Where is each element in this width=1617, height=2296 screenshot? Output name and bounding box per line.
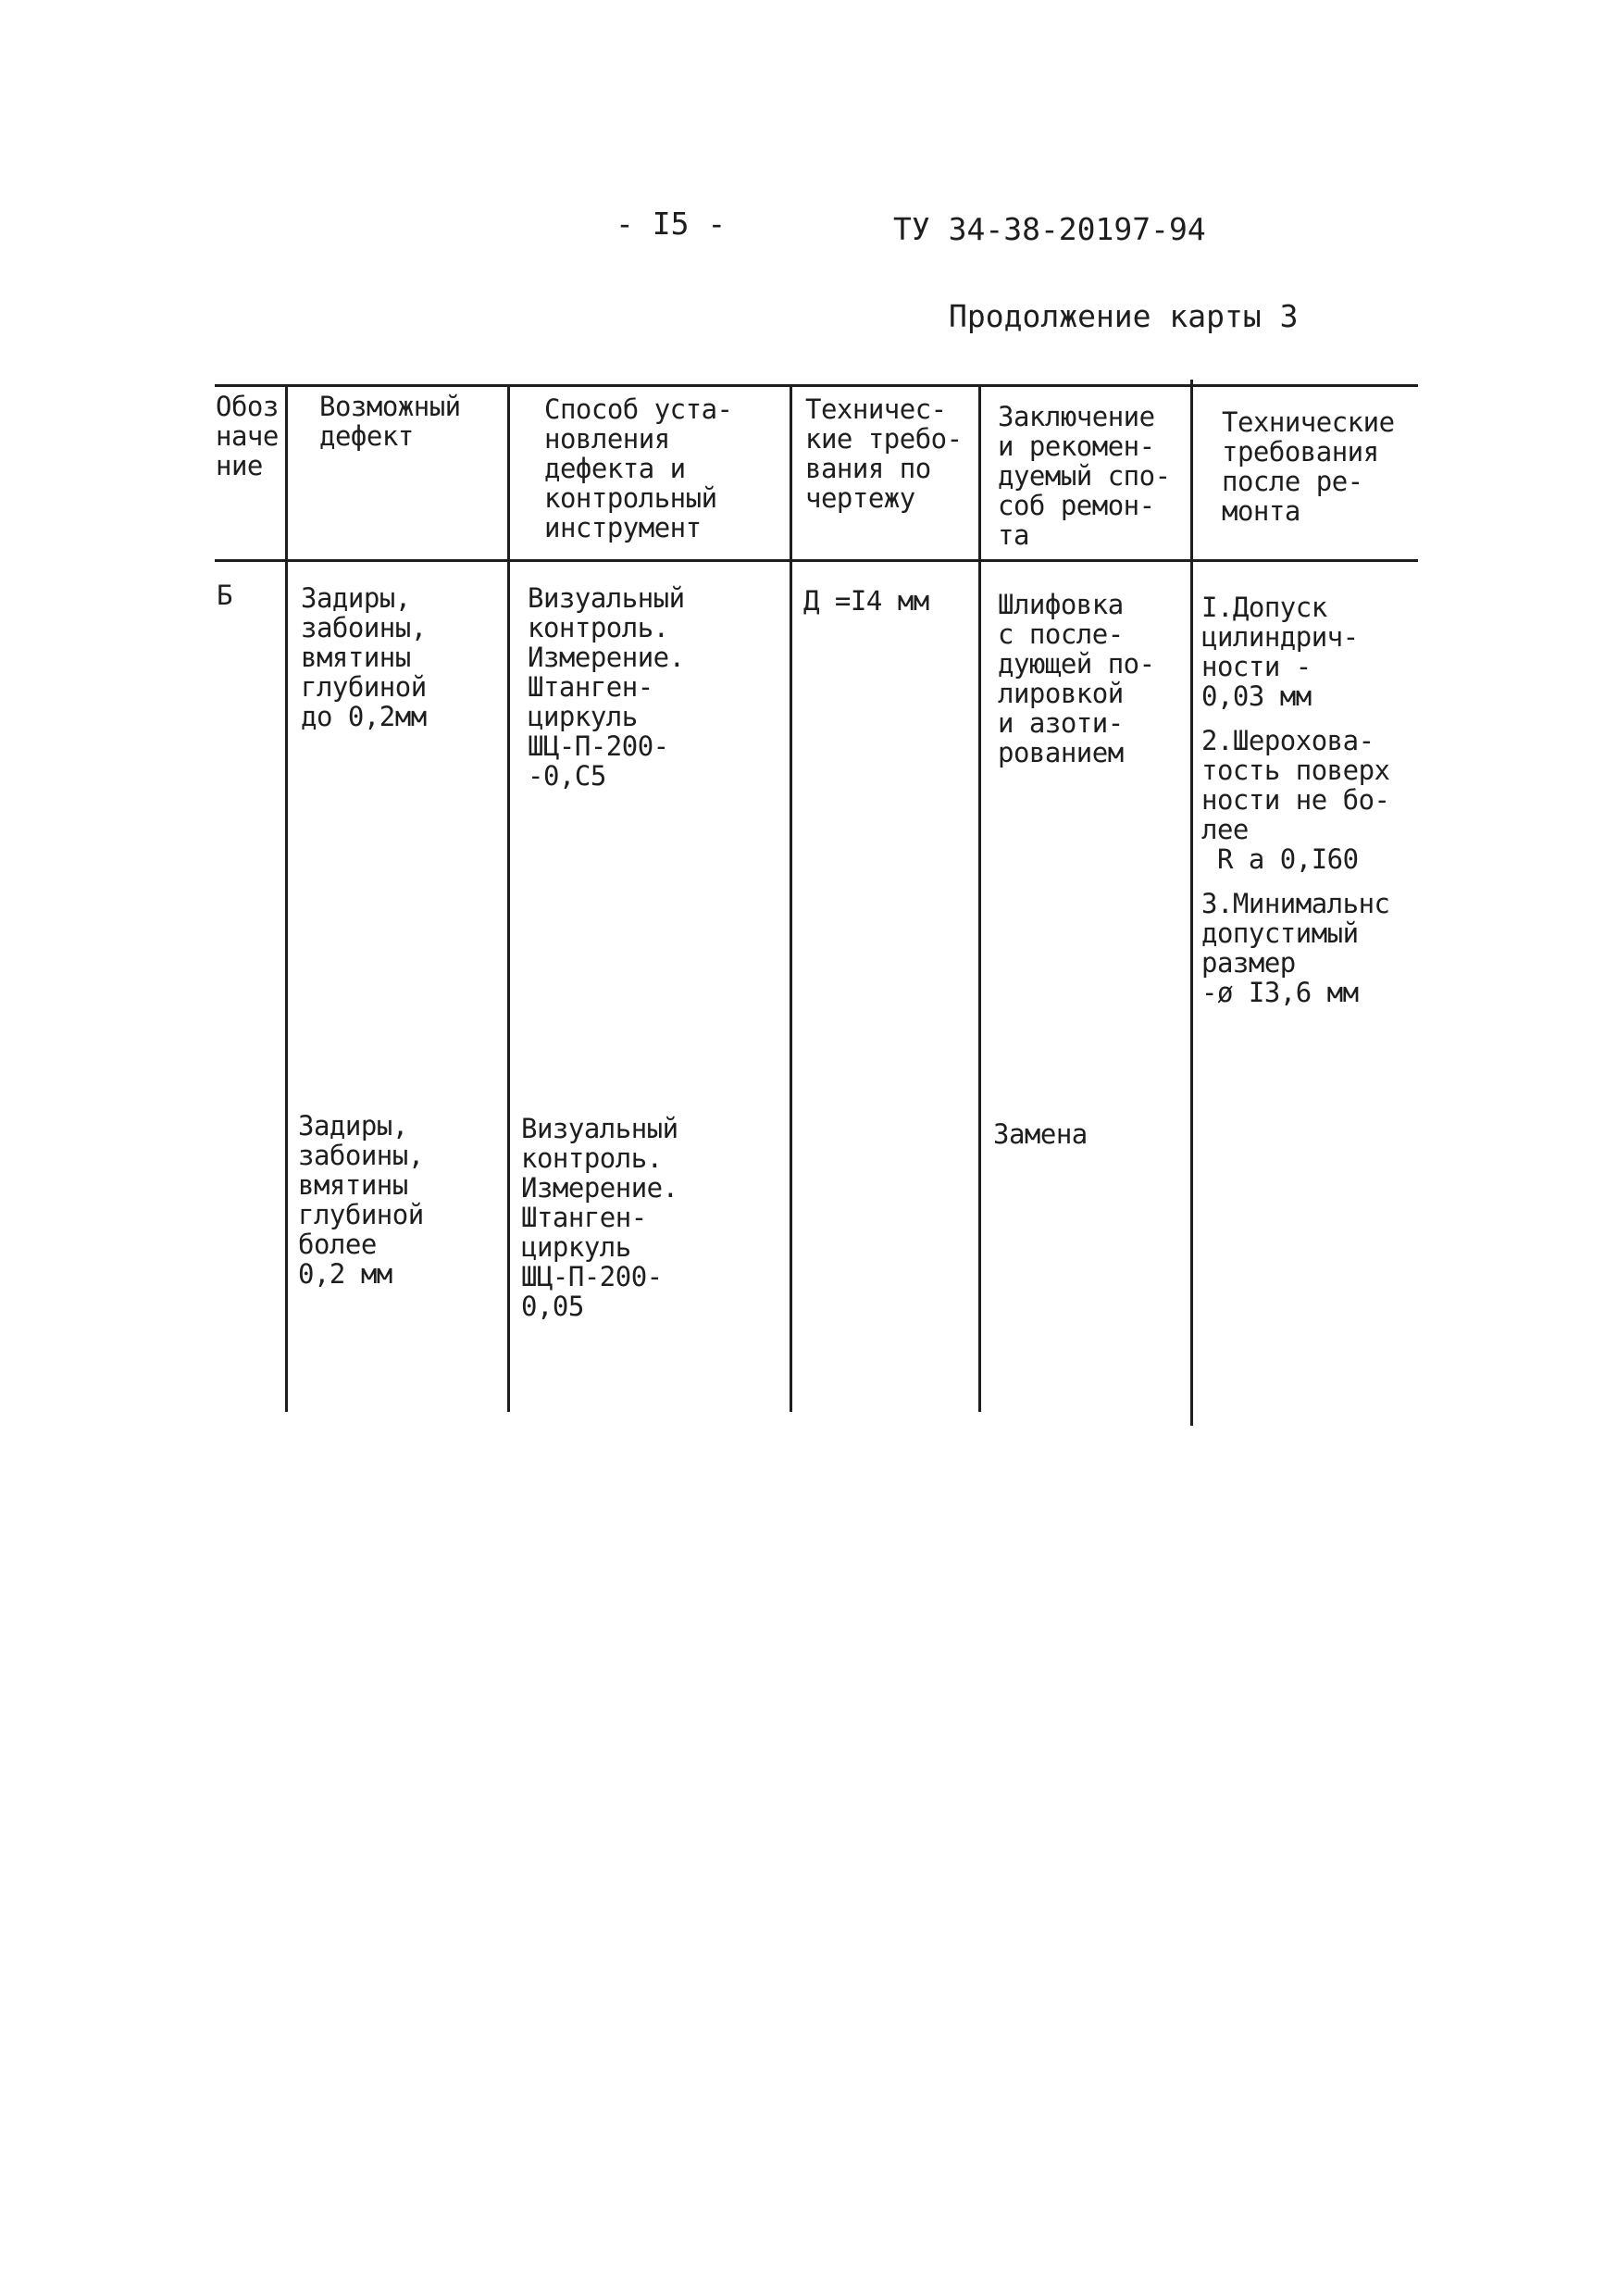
- table-top-rule: [215, 384, 1418, 387]
- header-defect: Возможный дефект: [319, 391, 461, 452]
- column-divider-2: [507, 384, 510, 1412]
- row2-conclusion: Замена: [993, 1118, 1088, 1150]
- row1-method: Визуальный контроль. Измерение. Штанген- циркуль ШЦ-П-200- -0,С5: [528, 582, 685, 792]
- document-code: ТУ 34-38-20197-94: [893, 211, 1206, 247]
- header-designation: Обоз наче ние: [216, 391, 279, 481]
- after-repair-item: I.Допуск цилиндрич- ности - 0,03 мм: [1201, 592, 1359, 712]
- row1-after-repair-list: [1201, 593, 1390, 1022]
- continuation-caption: Продолжение карты 3: [949, 298, 1299, 334]
- row1-conclusion: Шлифовка с после- дующей по- лировкой и азоти- рованием: [998, 589, 1155, 768]
- row1-defect: Задиры, забоины, вмятины глубиной до 0,2мм: [301, 582, 427, 732]
- row1-designation: Б: [217, 580, 232, 611]
- column-divider-3: [790, 384, 792, 1412]
- header-drawing-requirements: Техничес- кие требо- вания по чертежу: [805, 393, 963, 514]
- column-divider-5: [1190, 380, 1193, 1426]
- header-bottom-rule: [215, 559, 1418, 562]
- column-divider-1: [285, 384, 288, 1412]
- header-conclusion: Заключение и рекомен- дуемый спо- соб ремон- та: [998, 401, 1171, 551]
- header-after-repair: Технические требования после ре- монта: [1222, 406, 1395, 527]
- page-number: - I5 -: [616, 206, 727, 242]
- row1-drawing-requirement: Д =I4 мм: [803, 585, 929, 617]
- after-repair-item: 2.Шерохова- тость поверх ности не бо- лее R а 0,I60: [1201, 725, 1390, 875]
- header-method: Способ уста- новления дефекта и контрольный инструмент: [544, 393, 733, 543]
- column-divider-4: [978, 384, 981, 1412]
- after-repair-item: 3.Минимальнс допустимый размер -ø I3,6 мм: [1201, 888, 1390, 1008]
- row2-method: Визуальный контроль. Измерение. Штанген- циркуль ШЦ-П-200- 0,05: [521, 1113, 678, 1322]
- row2-defect: Задиры, забоины, вмятины глубиной более 0,2 мм: [298, 1110, 424, 1290]
